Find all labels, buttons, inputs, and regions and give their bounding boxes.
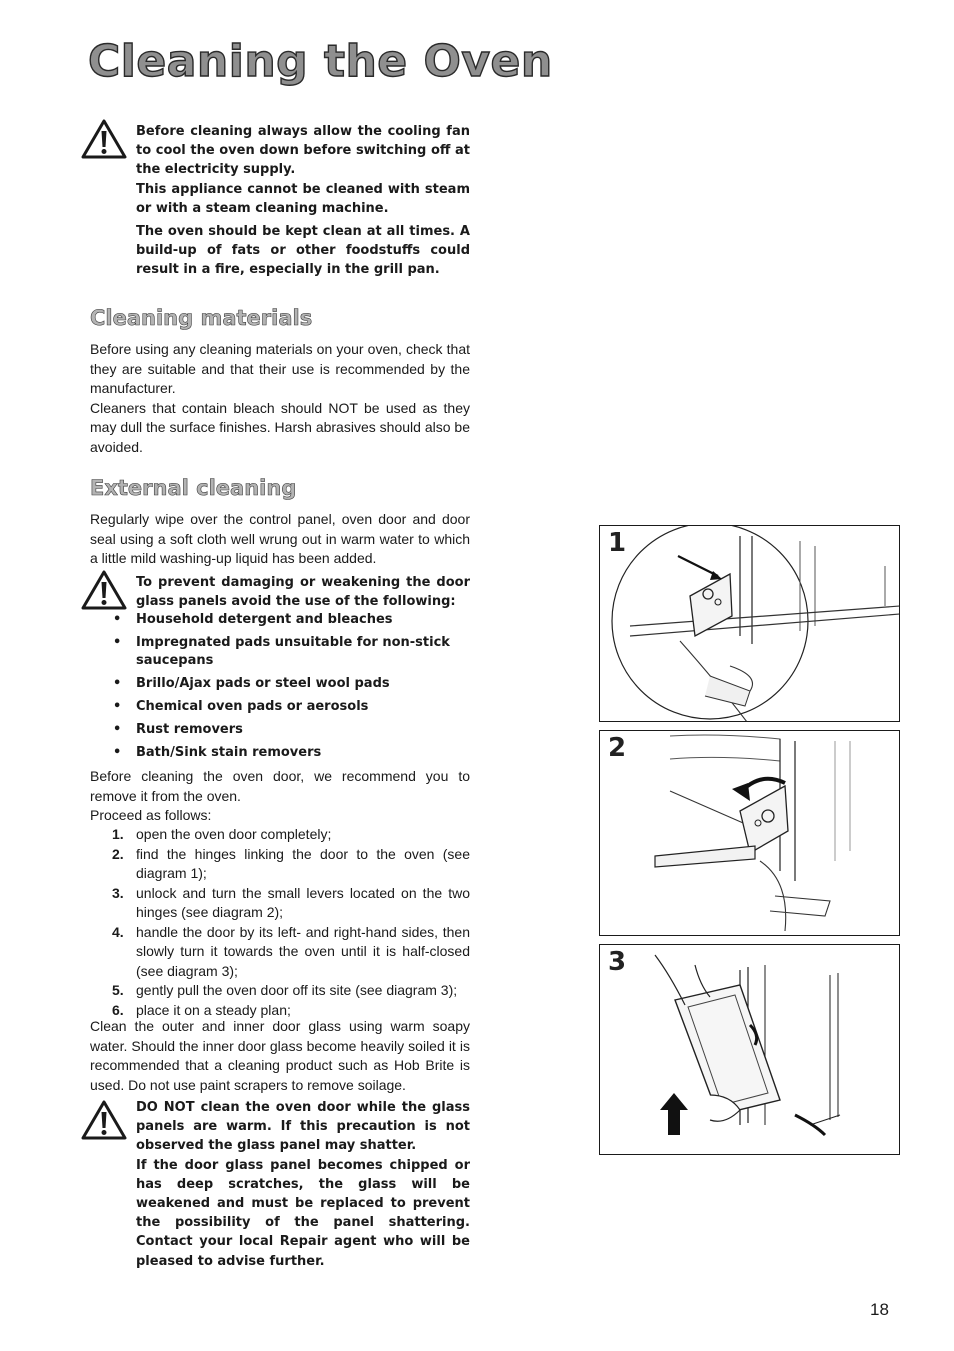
step-number: 1.: [112, 826, 124, 842]
diagram-3: [599, 944, 900, 1155]
list-item: [90, 825, 470, 845]
step-number: 3.: [112, 884, 124, 901]
door-removal-intro-1: Before cleaning the oven door, we recommend you to remove it from the oven.: [90, 768, 470, 804]
warning-steam: This appliance cannot be cleaned with steam or with a steam cleaning machine.: [136, 181, 470, 216]
avoid-list: [110, 611, 470, 767]
list-item: [90, 884, 470, 923]
warning-triangle-icon: [81, 119, 127, 159]
warning-block-cooling: [136, 122, 470, 280]
step-number: 5.: [112, 982, 124, 998]
diagram-1: [599, 525, 900, 722]
list-item: [90, 981, 470, 1001]
list-item: • Impregnated pads unsuitable for non-stick saucepans: [110, 634, 470, 670]
door-removal-intro: [90, 767, 470, 826]
step-text: find the hinges linking the door to the oven (see diagram 1);: [136, 845, 470, 881]
diagram-1-label: 1: [608, 528, 627, 558]
step-number: 6.: [112, 1001, 124, 1018]
warning-block-glass-warm: [136, 1098, 470, 1271]
step-text: unlock and turn the small levers located on the two hinges (see diagram 2);: [136, 884, 470, 920]
warning-triangle-icon: [81, 570, 127, 610]
door-glass-cleaning-para: Clean the outer and inner door glass using warm soapy water. Should the inner door glass become heavily soiled it is recommended that a cleaning product such as Hob Brite is used. Do not use paint scrapers to remove soilage.: [90, 1018, 470, 1093]
list-item: [90, 845, 470, 884]
external-cleaning-text: [90, 510, 470, 569]
step-number: 2.: [112, 845, 124, 862]
hinge-diagram-illustration: [600, 526, 900, 722]
diagram-2-label: 2: [608, 733, 627, 763]
list-item: [90, 923, 470, 982]
list-item: • Household detergent and bleaches: [110, 611, 470, 629]
door-removal-intro-2: Proceed as follows:: [90, 807, 212, 823]
cleaning-materials-para-2: Cleaners that contain bleach should NOT be used as they may dull the surface finishes. Harsh abrasives should also be avoided.: [90, 399, 470, 455]
warning-glass-chipped: If the door glass panel becomes chipped or has deep scratches, the glass will be weakened and must be replaced to prevent the possibility of the panel shattering. Contact your local Repair agent who will be pleased to advise further.: [136, 1157, 470, 1269]
list-item: • Rust removers: [110, 721, 470, 739]
diagram-3-label: 3: [608, 947, 627, 977]
door-removal-steps: [90, 825, 470, 1020]
step-text: place it on a steady plan;: [136, 1001, 291, 1018]
warning-triangle-icon: [81, 1100, 127, 1140]
cleaning-materials-para-1: Before using any cleaning materials on your oven, check that they are suitable and that their use is recommended by the manufacturer.: [90, 341, 470, 396]
warning-keep-clean: The oven should be kept clean at all times. A build-up of fats or other foodstuffs could result in a fire, especially in the grill pan.: [136, 224, 470, 278]
warning-cooling-fan: Before cleaning always allow the cooling fan to cool the oven down before switching off at the electricity supply.: [136, 124, 470, 178]
list-item: • Bath/Sink stain removers: [110, 744, 470, 762]
diagram-2: [599, 730, 900, 936]
heading-external-cleaning: External cleaning: [90, 476, 297, 500]
cleaning-materials-text: [90, 340, 470, 457]
step-number: 4.: [112, 923, 124, 940]
step-text: gently pull the oven door off its site (see diagram 3);: [136, 982, 458, 998]
door-removal-diagram-illustration: [600, 945, 900, 1155]
external-cleaning-para-1: Regularly wipe over the control panel, oven door and door seal using a soft cloth well wrung out in warm water to which a little mild washing-up liquid has been added.: [90, 511, 470, 566]
lever-diagram-illustration: [600, 731, 900, 936]
warning-glass-warm: DO NOT clean the oven door while the glass panels are warm. If this precaution is not observed the glass panel may shatter.: [136, 1100, 470, 1154]
list-item: • Chemical oven pads or aerosols: [110, 698, 470, 716]
page-title: Cleaning the Oven: [88, 36, 553, 87]
list-item: • Brillo/Ajax pads or steel wool pads: [110, 675, 470, 693]
door-glass-cleaning-text: [90, 1017, 470, 1095]
page-number: 18: [870, 1300, 889, 1319]
warning-block-glass: [136, 573, 470, 611]
step-text: open the oven door completely;: [136, 826, 332, 842]
step-text: handle the door by its left- and right-hand sides, then slowly turn it towards the oven until it is half-closed (see diagram 3);: [136, 923, 470, 979]
warning-glass-intro: To prevent damaging or weakening the door glass panels avoid the use of the following:: [136, 575, 470, 610]
heading-cleaning-materials: Cleaning materials: [90, 306, 313, 330]
